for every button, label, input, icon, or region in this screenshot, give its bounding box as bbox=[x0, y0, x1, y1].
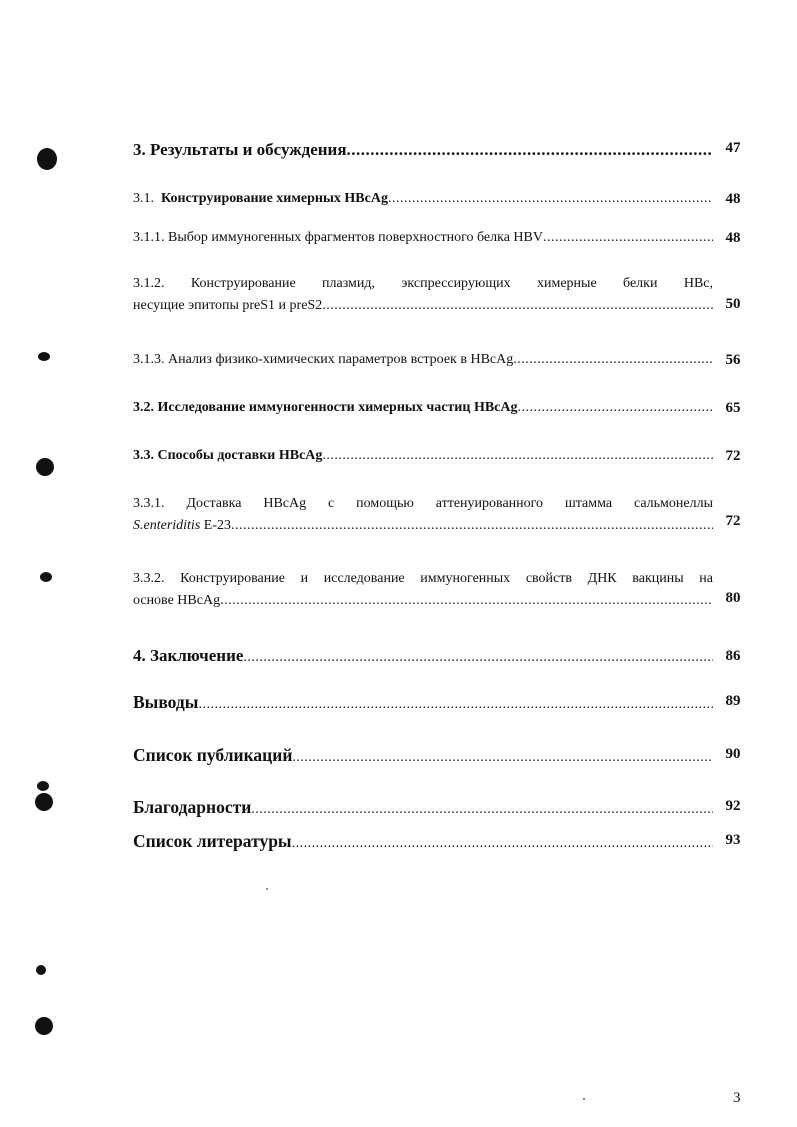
toc-page-s3: 47 bbox=[725, 140, 741, 156]
toc-label-line2: основе HBcAg bbox=[133, 593, 221, 608]
leader-dots bbox=[231, 518, 713, 534]
toc-entry-s3-3-2[interactable] bbox=[133, 571, 713, 609]
toc-page-s3-1-1: 48 bbox=[725, 230, 741, 246]
scan-mark-2 bbox=[40, 572, 52, 582]
toc-label-prefix: 3.1. bbox=[133, 191, 154, 206]
toc-page-references: 93 bbox=[725, 832, 741, 848]
page-number: 3 bbox=[733, 1090, 741, 1106]
toc-label: Конструирование химерных HBcAg bbox=[161, 191, 388, 206]
toc-page-s3-2: 65 bbox=[725, 400, 741, 416]
leader-dots bbox=[518, 400, 714, 416]
toc-label: Благодарности bbox=[133, 797, 252, 817]
leader-dots bbox=[322, 448, 713, 464]
toc-page-s3-3-2: 80 bbox=[725, 590, 741, 606]
toc-label: 3.1.3. Анализ физико-химических параметров встроек в HBcAg bbox=[133, 352, 514, 367]
toc-page-s3-1-3: 56 bbox=[725, 352, 741, 368]
leader-dots bbox=[388, 191, 713, 207]
toc-page-s4: 86 bbox=[725, 648, 741, 664]
toc-page-conclusions: 89 bbox=[725, 693, 741, 709]
toc-entry-s3-3-1[interactable] bbox=[133, 496, 713, 534]
toc-entry-s3-2[interactable] bbox=[133, 400, 713, 416]
toc-page-s3-3: 72 bbox=[725, 448, 741, 464]
leader-dots bbox=[543, 230, 713, 246]
toc-entry-thanks[interactable] bbox=[133, 797, 713, 818]
toc-label: 4. Заключение bbox=[133, 646, 244, 665]
scan-speck bbox=[583, 1098, 585, 1100]
leader-dots bbox=[243, 650, 713, 666]
toc-label-line1: 3.1.2. Конструирование плазмид, экспрессирующих химерные белки HBc, bbox=[133, 276, 713, 291]
toc-entry-s4[interactable] bbox=[133, 646, 713, 666]
toc-label: Выводы bbox=[133, 692, 199, 712]
scan-mark-4 bbox=[36, 965, 46, 975]
leader-dots bbox=[292, 836, 713, 852]
toc-label: 3.3. Способы доставки HBcAg bbox=[133, 448, 323, 463]
toc-page-s3-1: 48 bbox=[725, 191, 741, 207]
toc-entry-s3-3[interactable] bbox=[133, 448, 713, 464]
leader-dots bbox=[513, 352, 713, 368]
toc-page-publications: 90 bbox=[725, 746, 741, 762]
leader-dots bbox=[292, 750, 713, 766]
binder-hole-middle bbox=[36, 458, 54, 476]
toc-entry-s3-1-1[interactable] bbox=[133, 230, 713, 246]
toc-label-line1: 3.3.2. Конструирование и исследование иммуногенных свойств ДНК вакцины на bbox=[133, 571, 713, 586]
scan-mark-3 bbox=[37, 781, 49, 791]
toc-page-s3-3-1: 72 bbox=[725, 513, 741, 529]
toc-label-line1: 3.3.1. Доставка HBcAg с помощью аттенуированного штамма сальмонеллы bbox=[133, 496, 713, 511]
binder-hole-top bbox=[37, 148, 57, 170]
leader-dots bbox=[220, 593, 713, 609]
scan-speck bbox=[266, 888, 268, 890]
toc-label-rest: E-23 bbox=[200, 518, 231, 533]
toc-label: 3. Результаты и обсуждения bbox=[133, 140, 347, 159]
toc-entry-s3-1[interactable] bbox=[133, 191, 713, 207]
toc-entry-s3[interactable] bbox=[133, 140, 713, 160]
toc-entry-references[interactable] bbox=[133, 831, 713, 852]
binder-hole-bottom bbox=[35, 1017, 53, 1035]
toc-label: Список публикаций bbox=[133, 745, 293, 765]
toc-entry-conclusions[interactable] bbox=[133, 692, 713, 713]
toc-label: 3.1.1. Выбор иммуногенных фрагментов поверхностного белка HBV bbox=[133, 230, 543, 245]
toc-page-thanks: 92 bbox=[725, 798, 741, 814]
leader-dots bbox=[251, 802, 713, 818]
toc-label-italic: S.enteriditis bbox=[133, 518, 201, 533]
leader-dots bbox=[322, 298, 713, 314]
toc-page-s3-1-2: 50 bbox=[725, 296, 741, 312]
toc-label: 3.2. Исследование иммуногенности химерных частиц HBcAg bbox=[133, 400, 518, 415]
leader-dots bbox=[347, 140, 713, 160]
binder-hole-lower bbox=[35, 793, 53, 811]
toc-entry-s3-1-2[interactable] bbox=[133, 276, 713, 314]
toc-entry-publications[interactable] bbox=[133, 745, 713, 766]
leader-dots bbox=[198, 697, 713, 713]
toc-label-line2: несущие эпитопы preS1 и preS2 bbox=[133, 298, 323, 313]
scan-mark-1 bbox=[38, 352, 50, 361]
toc-entry-s3-1-3[interactable] bbox=[133, 352, 713, 368]
toc-label: Список литературы bbox=[133, 831, 292, 851]
